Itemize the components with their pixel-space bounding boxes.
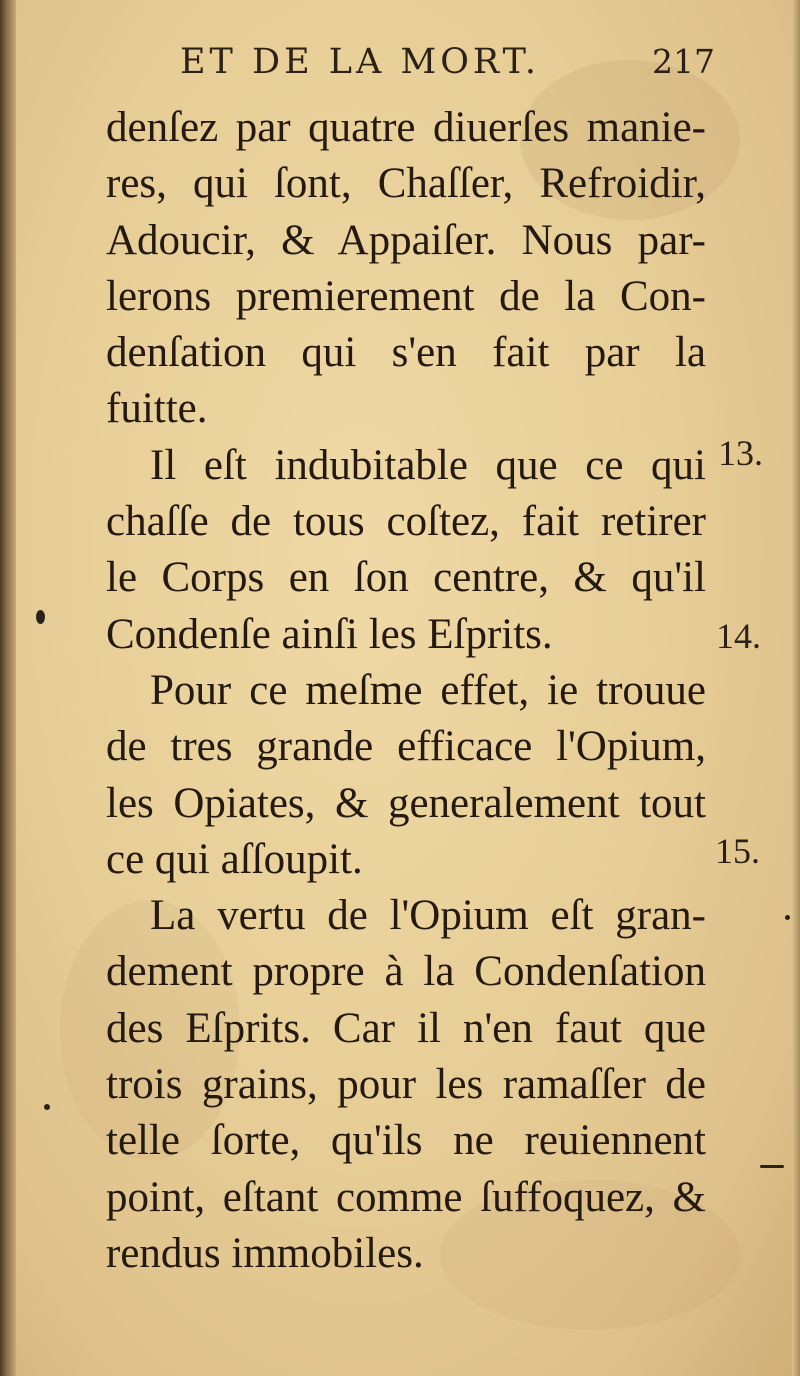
margin-note-15: 15. — [715, 831, 760, 871]
text-line: Il eſt indubitable que ce qui — [150, 441, 706, 489]
text-line: Condenſe ainſi les Eſprits. — [106, 610, 553, 658]
text-line: de tres grande efficace l'Opium, — [106, 723, 706, 771]
page-gutter-shadow — [0, 0, 16, 1376]
text-line: des Eſprits. Car il n'en faut que — [106, 1004, 706, 1052]
text-line: le Corps en ſon centre, & qu'il — [106, 554, 706, 602]
text-line: les Opiates, & generalement tout — [106, 779, 706, 827]
text-line: res, qui ſont, Chaſſer, Refroidir, — [106, 160, 706, 208]
running-title: ET DE LA MORT. — [180, 42, 540, 82]
page-header — [180, 42, 715, 92]
body-text — [106, 100, 706, 1282]
text-line: chaſſe de tous coſtez, fait retirer — [106, 498, 706, 546]
ink-mark — [760, 1165, 784, 1168]
text-line: Pour ce meſme effet, ie trouue — [150, 666, 706, 714]
text-line: trois grains, pour les ramaſſer de — [106, 1061, 706, 1109]
text-line: lerons premierement de la Con- — [106, 272, 706, 320]
margin-note-13: 13. — [718, 433, 763, 473]
text-line: denſation qui s'en fait par la — [106, 329, 706, 377]
text-line: point, eſtant comme ſuffoquez, & — [106, 1173, 706, 1221]
text-line: fuitte. — [106, 385, 208, 433]
page-edge — [792, 0, 800, 1376]
text-line: La vertu de l'Opium eſt gran- — [150, 892, 706, 940]
text-line: dement propre à la Condenſation — [106, 948, 706, 996]
page-number: 217 — [652, 42, 715, 81]
text-line: rendus immobiles. — [106, 1229, 424, 1277]
margin-note-14: 14. — [716, 616, 761, 656]
text-line: telle ſorte, qu'ils ne reuiennent — [106, 1117, 706, 1165]
ink-speck — [36, 610, 45, 624]
ink-speck — [785, 915, 790, 920]
ink-speck — [44, 1104, 50, 1110]
text-line: Adoucir, & Appaiſer. Nous par- — [106, 216, 706, 264]
text-line: ce qui aſſoupit. — [106, 835, 363, 883]
text-line: denſez par quatre diuerſes manie- — [106, 104, 706, 151]
